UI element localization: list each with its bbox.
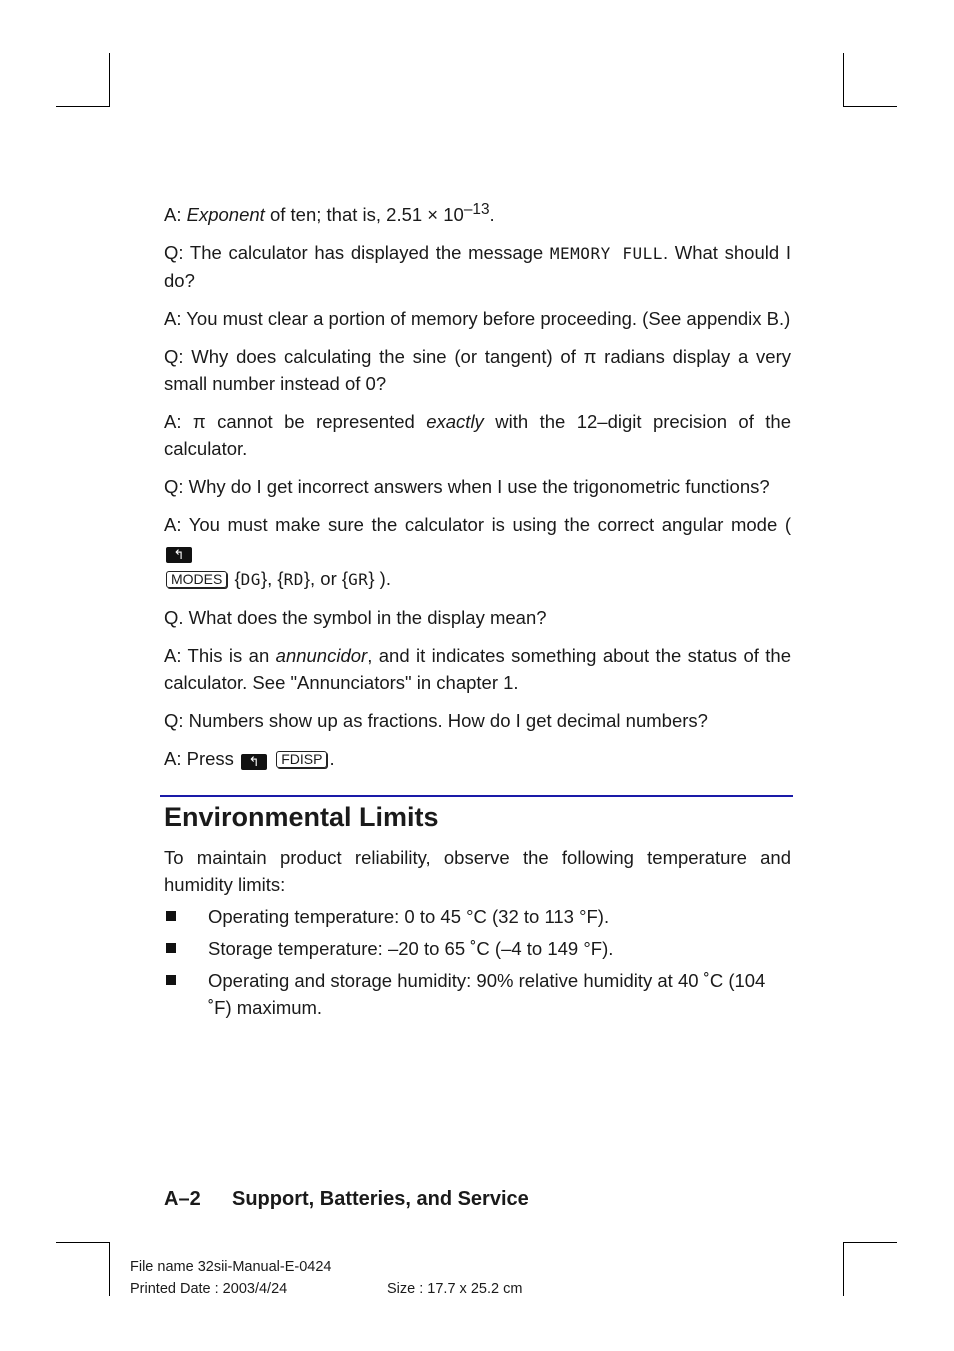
crop-mark [109,53,110,107]
qa-text: with the 12–digit precision of the calculator. [164,411,791,460]
left-shift-arrow-icon: ↰ [166,547,192,563]
section-intro: To maintain product reliability, observe the following temperature and humidity limits: [164,847,791,895]
bullet-square-icon [166,911,176,921]
qa-text: A: You must make sure the calculator is using the correct angular mode ( [164,514,791,536]
list-item [164,903,791,930]
menu-label-gr: GR [348,570,369,590]
modes-key: MODES [166,571,227,588]
qa-emphasis: Exponent [186,204,265,226]
crop-mark [843,1242,897,1243]
list-item-text: Operating and storage humidity: 90% relative humidity at 40 ˚C (104 ˚F) maximum. [208,970,766,1018]
answer-pi-precision [164,408,791,462]
crop-mark [843,106,897,107]
qa-text: }, { [260,568,284,590]
bullet-square-icon [166,943,176,953]
answer-fdisp [164,745,791,772]
qa-text: A: π cannot be represented [164,411,427,433]
qa-text: A: This is an [164,645,276,667]
page-footer [164,1188,529,1211]
question-sine-pi: Q: Why does calculating the sine (or tangent) of π radians display a very small number instead of 0? [164,346,791,395]
qa-text: { [229,568,241,590]
list-item [164,935,791,962]
crop-mark [56,106,110,107]
question-fractions: Q: Numbers show up as fractions. How do I get decimal numbers? [164,710,708,732]
file-info [130,1256,523,1300]
qa-text: A: [164,204,187,226]
chapter-title: Support, Batteries, and Service [232,1188,529,1210]
menu-label-rd: RD [283,570,304,590]
exponent-superscript: –13 [463,201,490,218]
answer-angular-mode [164,511,791,593]
section-heading: Environmental Limits [164,802,439,832]
qa-text: Q: The calculator has displayed the message [164,242,550,264]
qa-section [164,196,791,783]
answer-exponent [164,196,791,228]
qa-text: . [489,204,495,226]
list-item-text: Operating temperature: 0 to 45 °C (32 to 113 °F). [208,906,610,927]
qa-text: . [329,748,335,770]
qa-emphasis: annuncidor [275,645,368,667]
qa-text: }, or { [303,568,349,590]
question-symbol: Q. What does the symbol in the display mean? [164,607,547,629]
file-name: File name 32sii-Manual-E-0424 [130,1259,332,1275]
crop-mark [56,1242,110,1243]
answer-clear-memory: A: You must clear a portion of memory before proceeding. (See appendix B.) [164,308,791,330]
crop-mark [843,53,844,107]
crop-mark [843,1242,844,1296]
qa-text: , and it indicates something about the status of the calculator. See "Annunciators" in chapter 1. [164,645,791,694]
lcd-message: MEMORY FULL [549,244,663,264]
page-number: A–2 [164,1188,201,1210]
environmental-limits [164,844,791,1026]
left-shift-arrow-icon: ↰ [241,754,267,770]
qa-text: A: Press [164,748,240,770]
qa-text: of ten; that is, 2.51 × 10 [264,204,464,226]
printed-date: Printed Date : 2003/4/24 [130,1281,288,1297]
question-memory-full [164,239,791,294]
list-item-text: Storage temperature: –20 to 65 ˚C (–4 to 149 °F). [208,938,614,959]
qa-text: } ). [368,568,391,590]
list-item [164,967,791,1021]
crop-mark [109,1242,110,1296]
menu-label-dg: DG [240,570,261,590]
bullet-square-icon [166,975,176,985]
section-rule [160,795,793,797]
page-size: Size : 17.7 x 25.2 cm [387,1281,523,1297]
fdisp-key: FDISP [276,751,327,768]
qa-text: . What should I do? [164,242,791,292]
answer-annunciator [164,642,791,696]
qa-emphasis: exactly [426,411,484,433]
question-trig: Q: Why do I get incorrect answers when I use the trigonometric functions? [164,476,770,498]
